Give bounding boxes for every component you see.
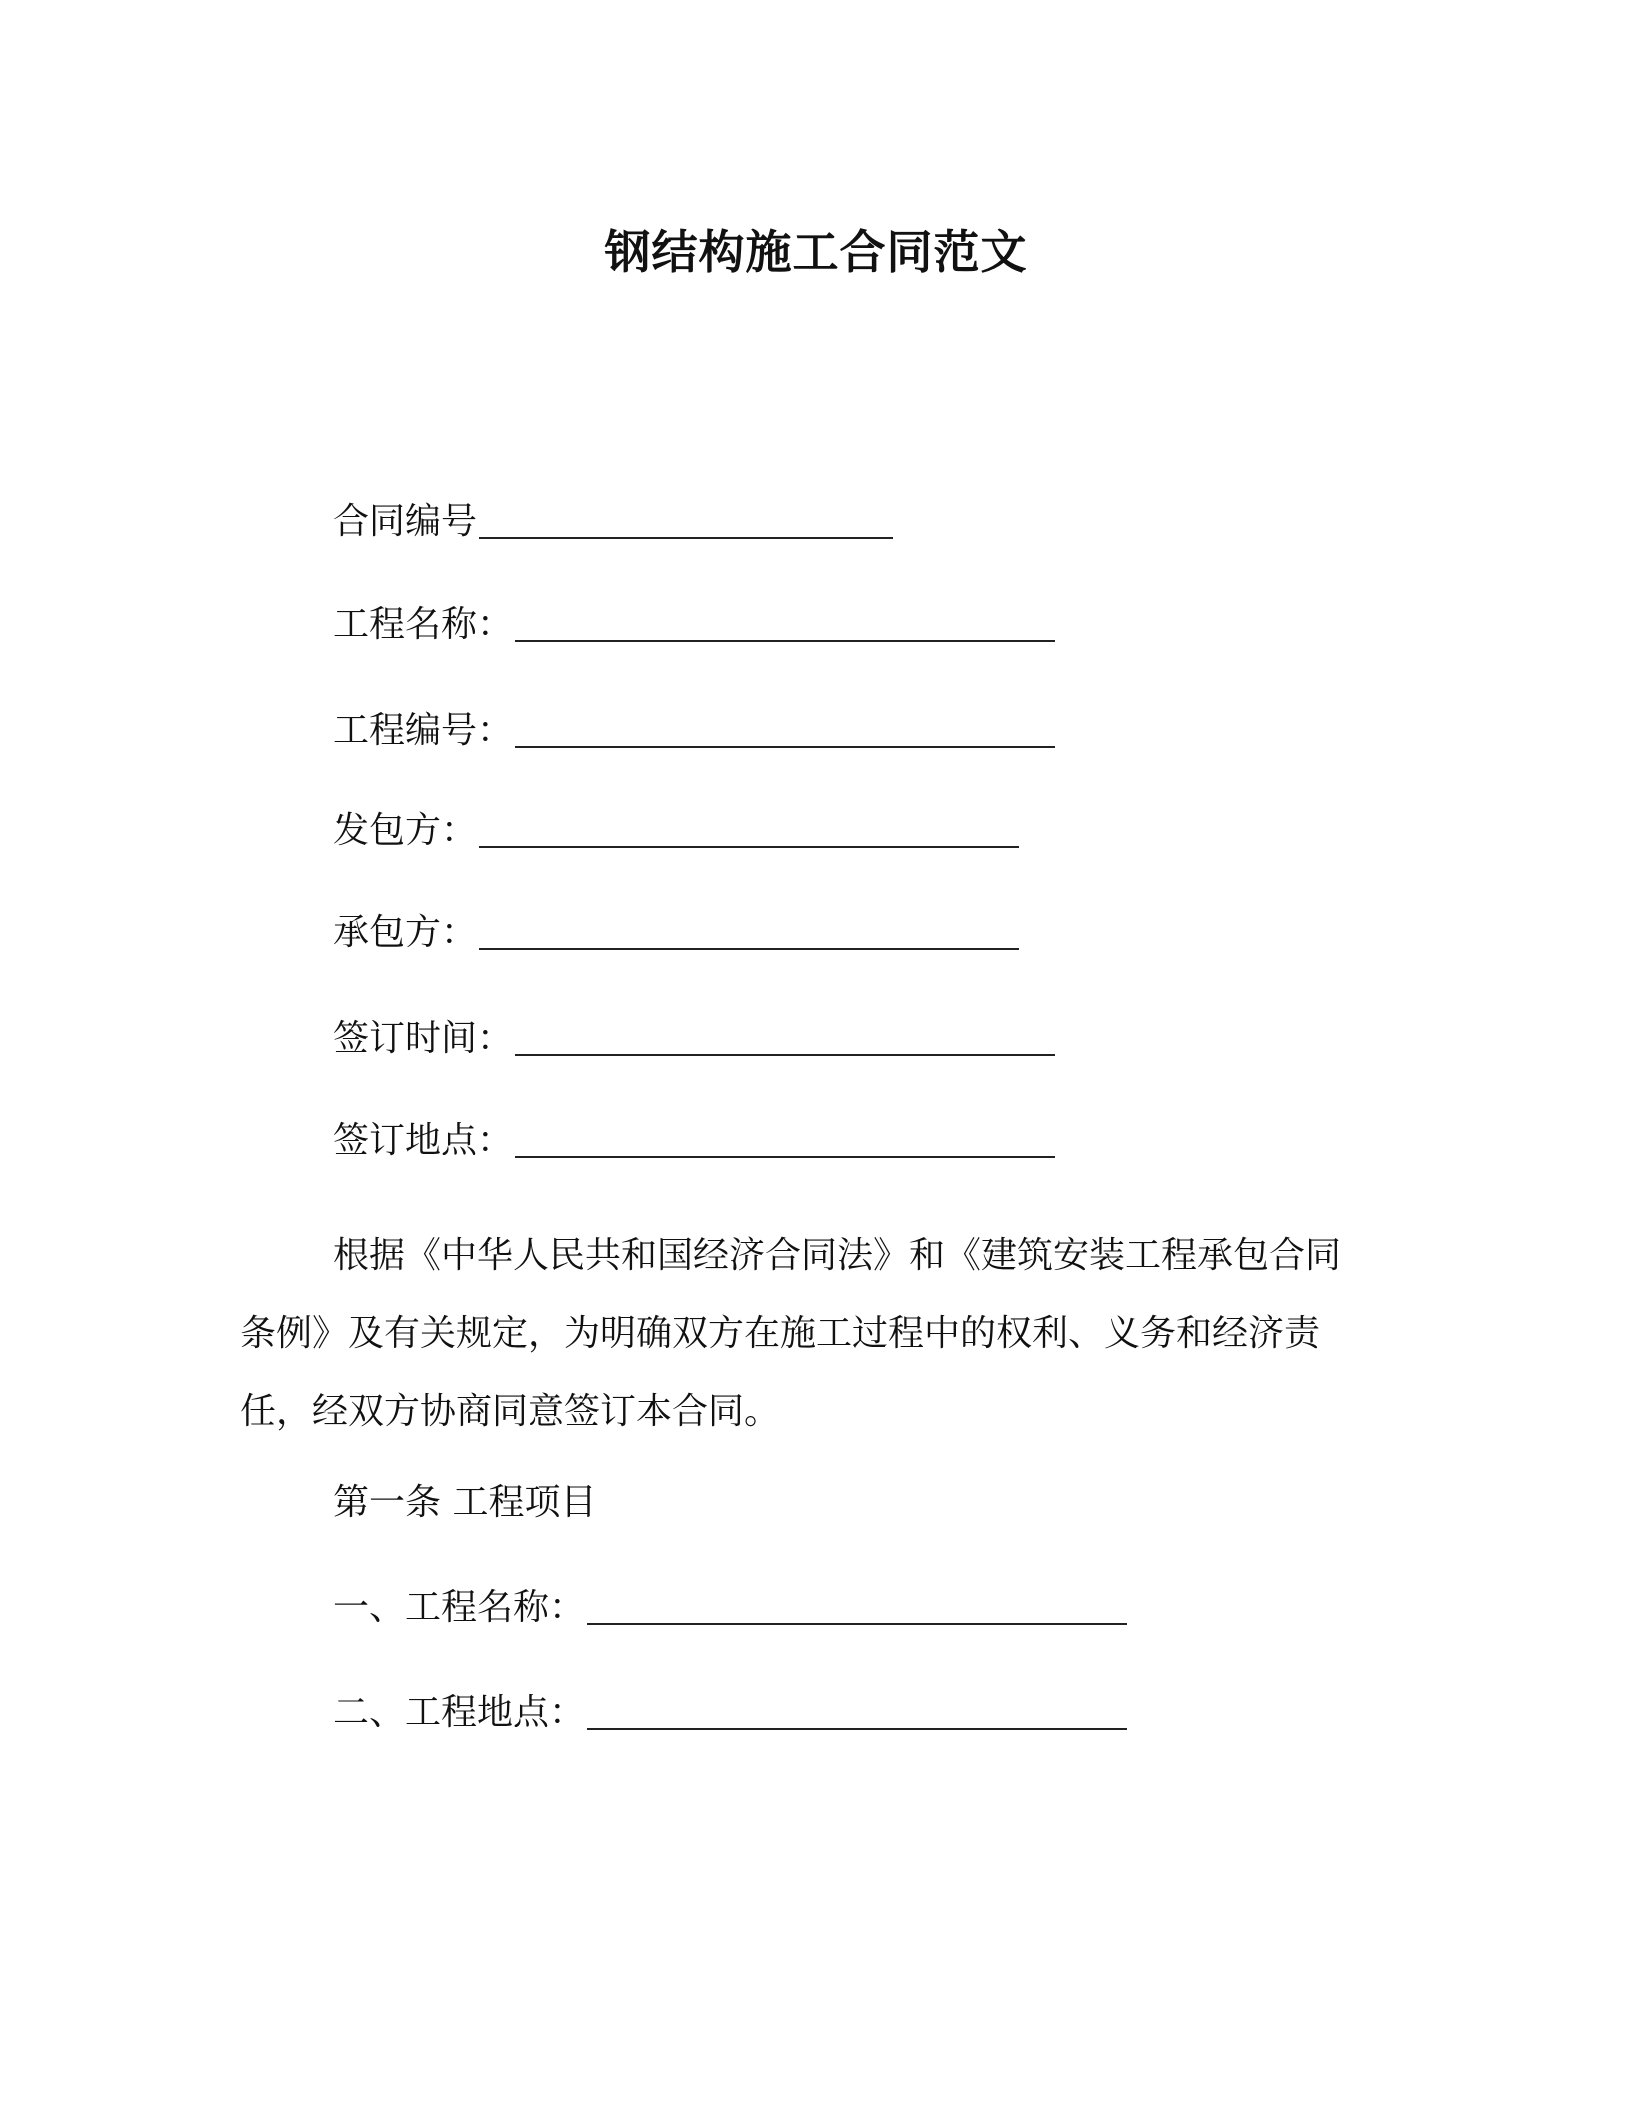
field-label: 发包方： xyxy=(333,810,478,851)
document-title: 钢结构施工合同范文 xyxy=(604,225,1028,279)
blank-line xyxy=(515,716,1055,748)
article-1-heading: 第一条 工程项目 xyxy=(333,1482,597,1523)
employer-field xyxy=(333,806,1019,856)
preamble-line-3: 任，经双方协商同意签订本合同。 xyxy=(240,1391,781,1432)
preamble-line-1: 根据《中华人民共和国经济合同法》和《建筑安装工程承包合同 xyxy=(333,1235,1342,1276)
contract-number-field xyxy=(333,497,893,547)
field-label: 工程编号： xyxy=(333,710,514,751)
blank-line xyxy=(515,610,1055,642)
field-label: 合同编号 xyxy=(333,501,478,542)
field-label: 一、工程名称： xyxy=(333,1587,586,1628)
blank-line xyxy=(515,1126,1055,1158)
article-1-project-name-field xyxy=(333,1583,1127,1633)
project-name-field xyxy=(333,600,1055,650)
blank-line xyxy=(587,1698,1127,1730)
signing-time-field xyxy=(333,1014,1055,1064)
project-number-field xyxy=(333,706,1055,756)
field-label: 二、工程地点： xyxy=(333,1692,586,1733)
blank-line xyxy=(587,1593,1127,1625)
signing-place-field xyxy=(333,1116,1055,1166)
preamble-line-2: 条例》及有关规定，为明确双方在施工过程中的权利、义务和经济责 xyxy=(240,1313,1321,1354)
blank-line xyxy=(479,918,1019,950)
field-label: 签订地点： xyxy=(333,1120,514,1161)
article-1-project-location-field xyxy=(333,1688,1127,1738)
blank-line xyxy=(479,507,893,539)
blank-line xyxy=(515,1024,1055,1056)
field-label: 签订时间： xyxy=(333,1018,514,1059)
field-label: 工程名称： xyxy=(333,604,514,645)
blank-line xyxy=(479,816,1019,848)
field-label: 承包方： xyxy=(333,912,478,953)
preamble-paragraph xyxy=(240,1217,1390,1451)
contractor-field xyxy=(333,908,1019,958)
